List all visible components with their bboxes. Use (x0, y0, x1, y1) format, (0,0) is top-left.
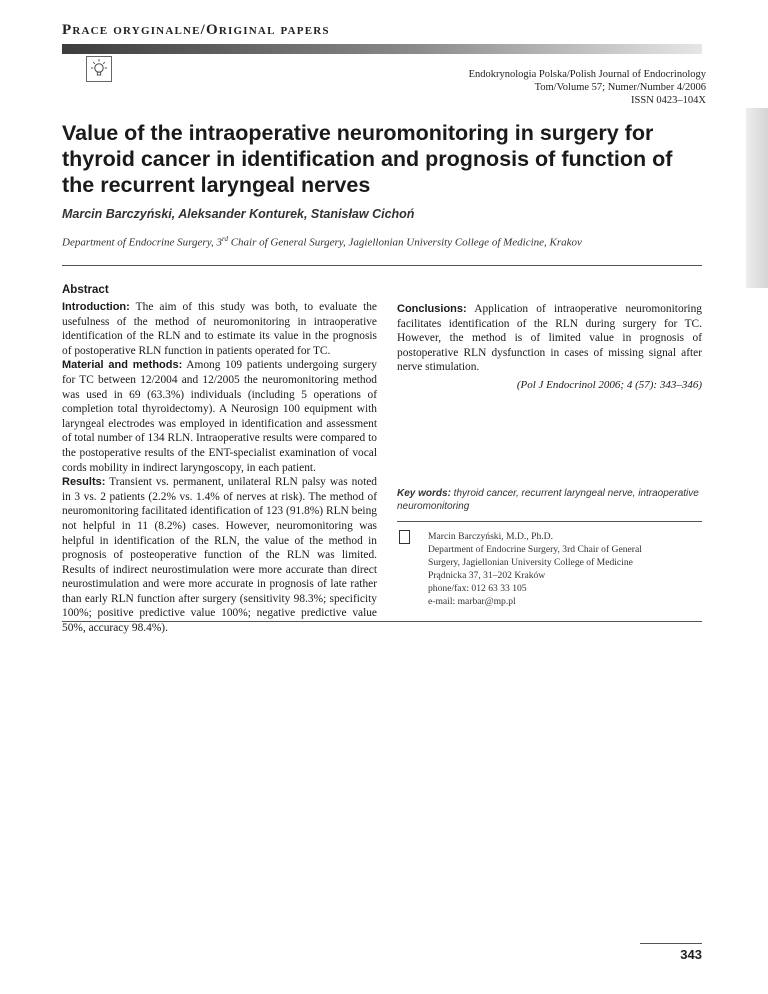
section-heading: Prace oryginalne/Original papers (62, 22, 330, 38)
correspondence-address: Marcin Barczyński, M.D., Ph.D. Department of Endocrine Surgery, 3rd Chair of General Surgery, Jagiellonian University College of Medicine Prądnicka 37, 31–202 Kraków phone/fax: 012 63 33 105 e-mail: marbar@mp.pl (428, 531, 642, 607)
citation: (Pol J Endocrinol 2006; 4 (57): 343–346) (516, 378, 702, 391)
abstract-left-column (62, 283, 377, 636)
journal-volume: Tom/Volume 57; Numer/Number 4/2006 (534, 82, 706, 93)
header-gradient-bar (62, 44, 702, 54)
article-title: Value of the intraoperative neuromonitoring in surgery for thyroid cancer in identification and prognosis of function of the recurrent laryngeal nerves (62, 121, 673, 197)
abstract-conclusions: Conclusions: Application of intraoperative neuromonitoring facilitates identification of the RLN during surgery for TC. However, the method is of limited value in prognosis of postoperative RLN dysfunction in cases of missing signal after nerve stimulation. (397, 303, 702, 374)
affiliation: Department of Endocrine Surgery, 3rd Chair of General Surgery, Jagiellonian University College of Medicine, Krakov (62, 235, 582, 249)
bottom-divider (62, 621, 702, 622)
abstract-introduction: Introduction: The aim of this study was both, to evaluate the usefulness of the method of neuromonitoring in intraoperative identification of the RLN and to estimate its value in the prognosis of postoperative RLN function in patients operated for TC. (62, 301, 377, 357)
abstract-right-column (397, 302, 702, 393)
abstract-heading: Abstract (62, 284, 109, 296)
journal-info (469, 68, 706, 107)
page-number: 343 (680, 947, 702, 962)
keywords: Key words: thyroid cancer, recurrent laryngeal nerve, intraoperative neuromonitoring (397, 488, 699, 512)
envelope-icon (399, 530, 410, 544)
journal-issn: ISSN 0423–104X (631, 95, 706, 106)
lightbulb-icon (86, 56, 112, 82)
page-number-rule (640, 943, 702, 944)
journal-name: Endokrynologia Polska/Polish Journal of Endocrinology (468, 69, 706, 80)
abstract-methods: Material and methods: Among 109 patients undergoing surgery for TC between 12/2004 and 12/2005 the neuromonitoring method was used in 69 (63.3%) individuals (including 5 operations of completion total thyroidectomy). A Neurosign 100 equipment with laryngeal electrodes was employed in identification and assessment of total number of 134 RLN. Intraoperative results were compared to the postoperative results of the ENT-specialist examination of vocal cords mobility in indirect laryngoscopy, in each patient. (62, 359, 377, 474)
authors: Marcin Barczyński, Aleksander Konturek, Stanisław Cichoń (62, 207, 415, 221)
side-tab-marker (746, 108, 768, 288)
top-divider (62, 265, 702, 266)
correspondence-divider (397, 521, 702, 522)
abstract-results: Results: Transient vs. permanent, unilateral RLN palsy was noted in 3 vs. 2 patients (2.2% vs. 1.4% of nerves at risk). The method of neuromonitoring facilitated identification of 123 (91.8%) RLN being not helpful in 11 (8.2%) cases. However, neuromonitoring was helpful in identification of the RLN, the value of the method in prognosis of posteoperative function of the RLN was limited. Results of indirect neurostimulation were more accurate than direct neurostimulation and were more accurate in prognosis of late rather than early RLN function after surgery (sensitivity 98.3%; specificity 100%; positive predictive value 100%; negative predictive value 50%, accuracy 98.4%). (62, 476, 377, 635)
